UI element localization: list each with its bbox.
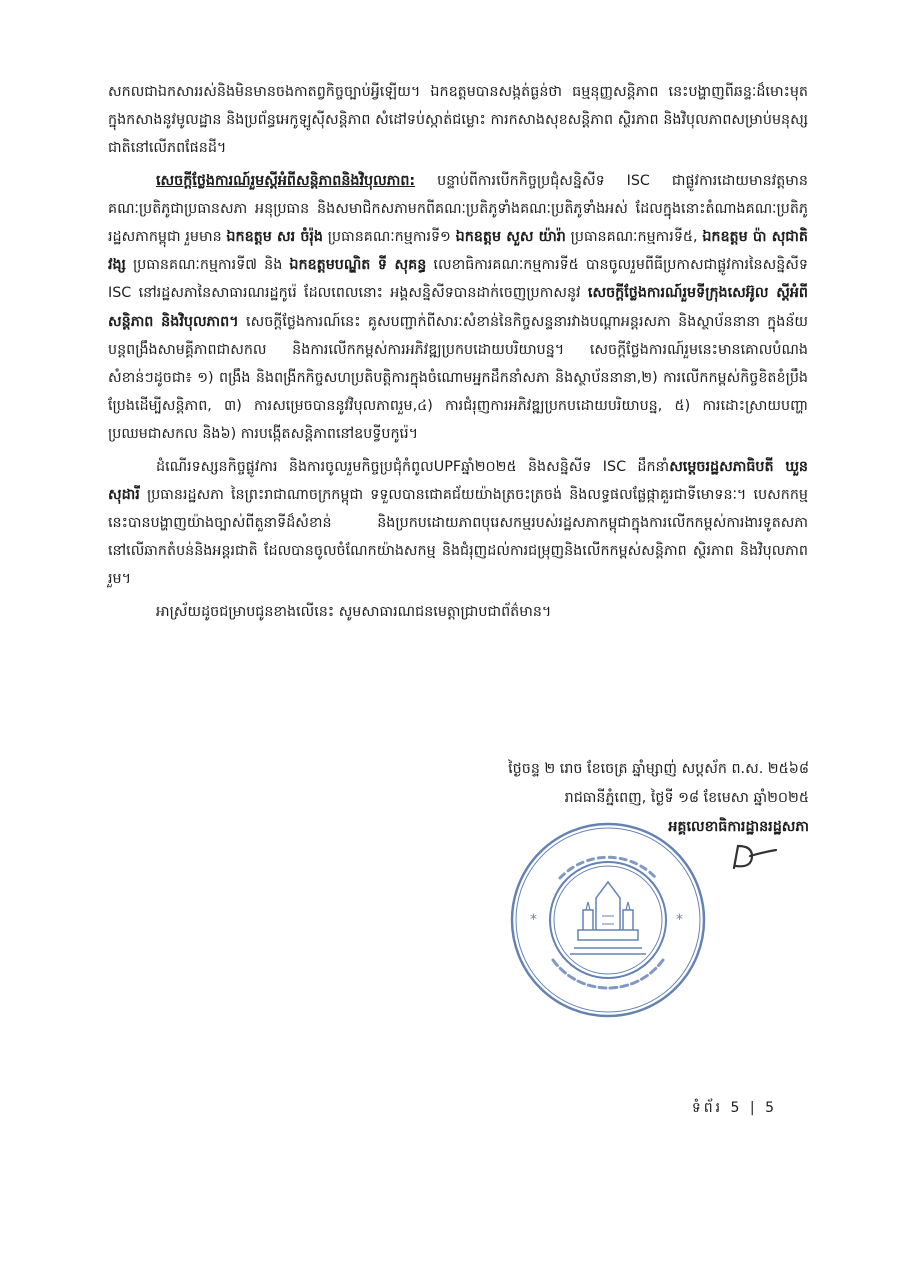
document-body: [108, 78, 808, 630]
paragraph-2-text-a: បន្ទាប់ពីការបើកកិច្ចប្រជុំសន្និសីទ ISC ជាផ្លូវការដោយមានវត្តមានគណៈប្រតិភូជាប្រធានសភា អនុប្រធាន និងសមាជិកសភាមកពីគណៈប្រតិភូទាំងគណៈប្រតិភូទាំងអស់ ដែលក្នុងនោះតំណាងគណៈប្រតិភូរដ្ឋសភាកម្ពុជា រួមមាន: [108, 172, 808, 246]
section-heading: សេចក្តីថ្លែងការណ៍រួមស្តីអំពីសន្តិភាពនិងវិបុលភាព:: [156, 172, 416, 189]
signatory-title: អគ្គលេខាធិការដ្ឋានរដ្ឋសភា: [668, 819, 809, 835]
delegate-name-1: ឯកឧត្តម សរ ចំរ៉ុង: [226, 229, 324, 246]
page-number: ទំព័រ 5 | 5: [691, 1100, 777, 1116]
delegate-name-4: ឯកឧត្តមបណ្ឌិត ទី សុគន្ធ: [289, 257, 427, 274]
paragraph-2: [108, 167, 808, 449]
paragraph-2-text-f: សេចក្តីថ្លែងការណ៍នេះ គូសបញ្ជាក់ពីសារៈសំខាន់នៃកិច្ចសន្ទនារវាងបណ្តាអន្តរសភា និងស្ថាប័ននានា ក្នុងន័យបន្តពង្រឹងសាមគ្គីភាពជាសកល និងការលើកកម្ពស់ការអភិវឌ្ឍប្រកបដោយបរិយាបន្ន។ សេចក្តីថ្លែងការណ៍រួមនេះមានគោលបំណងសំខាន់ៗដូចជា៖ ១) ពង្រឹង និងពង្រីកកិច្ចសហប្រតិបត្តិការក្នុងចំណោមអ្នកដឹកនាំសភា និងស្ថាប័ននានា,២) ការលើកកម្ពស់កិច្ចខិតខំប្រឹងប្រែងដើម្បីសន្តិភាព, ៣) ការសម្រេចបាននូវវិបុលភាពរួម,៤) ការជំរុញការអភិវឌ្ឍប្រកបដោយបរិយាបន្ន, ៥) ការដោះស្រាយបញ្ហាប្រឈមជាសកល និង៦) ការបង្កើតសន្តិភាពនៅឧបទ្វីបកូរ៉េ។: [108, 313, 809, 443]
svg-text:*: *: [676, 912, 683, 928]
paragraph-3: [108, 453, 808, 594]
paragraph-4: [108, 598, 808, 626]
delegate-name-3: ឯកឧត្តម ប៉ា សុជាតិវង្ស: [108, 229, 808, 274]
president-name: សម្តេចរដ្ឋសភាធិបតី ឃួន សុដារី: [108, 458, 809, 503]
paragraph-3-text-b: ប្រធានរដ្ឋសភា នៃព្រះរាជាណាចក្រកម្ពុជា ទទួលបានជោគជ័យយ៉ាងត្រចះត្រចង់ និងលទ្ធផលផ្លែផ្កាគួរជាទីមោទនៈ។ បេសកកម្មនេះបានបង្ហាញយ៉ាងច្បាស់ពីតួនាទីដ៏សំខាន់ និងប្រកបដោយភាពបុរេសកម្មរបស់រដ្ឋសភាកម្ពុជាក្នុងការលើកកម្ពស់ការងារទូតសភានៅលើឆាកតំបន់និងអន្តរជាតិ ដែលបានចូលចំណែកយ៉ាងសកម្ម និងជំរុញដល់ការជម្រុញនិងលើកកម្ពស់សន្តិភាព ស្ថិរភាព និងវិបុលភាពរួម។: [108, 486, 808, 588]
svg-text:*: *: [530, 912, 537, 928]
official-seal-stamp: [508, 820, 708, 1020]
gregorian-date: រាជធានីភ្នំពេញ, ថ្ងៃទី ១៨ ខែមេសា ឆ្នាំ២០២៥: [564, 790, 809, 806]
declaration-title: សេចក្តីថ្លែងការណ៍រួមទីក្រុងសេអ៊ូល ស្តីអំពីសន្តិភាព និងវិបុលភាព។: [108, 285, 808, 330]
lunar-date: ថ្ងៃចន្ទ ២ រោច ខែចេត្រ ឆ្នាំម្សាញ់ សប្តស័ក ព.ស. ២៥៦៨: [508, 761, 809, 777]
paragraph-3-text-a: ដំណើរទស្សនកិច្ចផ្លូវការ និងការចូលរួមកិច្ចប្រជុំកំពូលUPFឆ្នាំ២០២៥ និងសន្និសីទ ISC ដឹកនាំ: [156, 458, 670, 475]
paragraph-1-text: សកលជាឯកសាររស់និងមិនមានចងកាតព្វកិច្ចច្បាប់អ្វីឡើយ។ ឯកឧត្តមបានសង្កត់ធ្ងន់ថា ធម្មនុញ្ញសន្តិភាព នេះបង្ហាញពីឆន្ទៈដ៏មោះមុតក្នុងកសាងនូវមូលដ្ឋាន និងប្រព័ន្ធអេកូឡូស៊ីសន្តិភាព សំដៅទប់ស្កាត់ជម្លោះ ការកសាងសុខសន្តិភាព ស្ថិរភាព និងវិបុលភាពសម្រាប់មនុស្សជាតិនៅលើភពផែនដី។: [108, 84, 808, 157]
paragraph-2-text-c: ប្រធានគណៈកម្មការទី៥,: [565, 229, 703, 246]
paragraph-2-text-b: ប្រធានគណៈកម្មការទី១: [323, 229, 456, 246]
delegate-name-2: ឯកឧត្តម សួស យ៉ារ៉ា: [455, 229, 566, 246]
handwritten-signature: [730, 842, 780, 872]
paragraph-2-text-e: លេខាធិការគណៈកម្មការទី៥ បានចូលរួមពីធីប្រកាសជាផ្លូវការនៃសន្និសីទ ISC នៅរដ្ឋសភានៃសាធារណរដ្ឋកូរ៉េ ដែលពេលនោះ អង្គសន្និសីទបានដាក់ចេញប្រកាសនូវ: [108, 257, 808, 302]
paragraph-1: [108, 78, 808, 163]
closing-text: អាស្រ័យដូចជម្រាបជូនខាងលើនេះ សូមសាធារណជនមេត្តាជ្រាបជាព័ត៌មាន។: [156, 603, 552, 620]
paragraph-2-text-d: ប្រធានគណៈកម្មការទី៧ និង: [125, 257, 290, 274]
